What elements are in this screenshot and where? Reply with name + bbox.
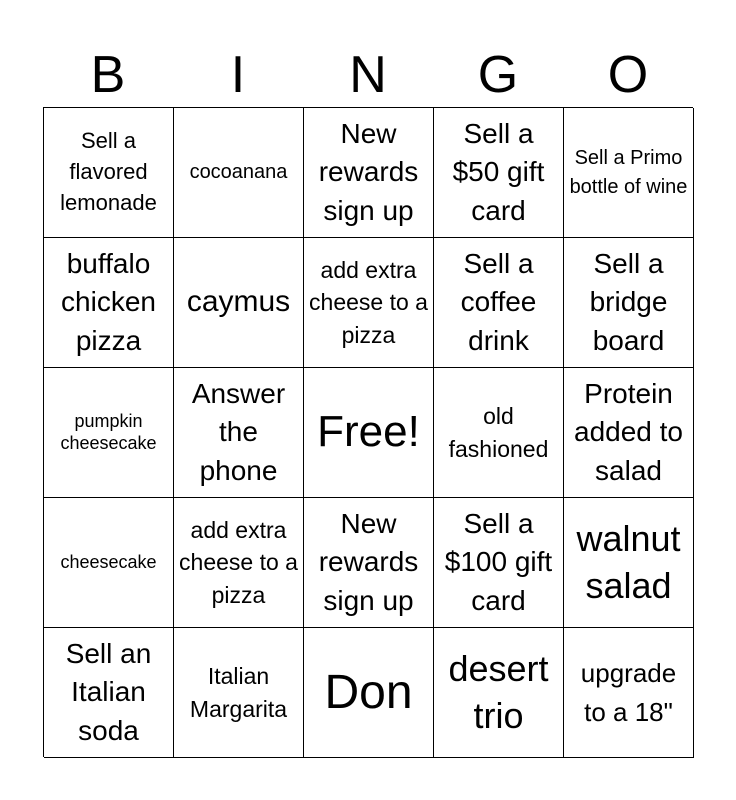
cell-text: New rewards sign up [318,117,419,226]
bingo-cell[interactable] [564,368,694,498]
bingo-cell[interactable] [304,498,434,628]
bingo-cell[interactable] [44,628,174,758]
cell-text: Italian Margarita [189,663,288,722]
bingo-cell[interactable] [174,238,304,368]
cell-text: Sell a flavored lemonade [60,128,157,215]
bingo-cell[interactable] [564,628,694,758]
cell-text: old fashioned [448,403,549,462]
header-letter-o: O [607,46,649,104]
cell-text: Answer the phone [191,377,286,486]
bingo-cell[interactable] [174,628,304,758]
bingo-cell[interactable] [304,238,434,368]
bingo-board [43,107,693,757]
free-space[interactable] [304,368,434,498]
cell-text: cheesecake [60,551,157,572]
cell-text: Sell a bridge board [589,247,668,356]
cell-text: Don [324,665,413,719]
header-letter-b: B [90,46,126,104]
cell-text: Protein added to salad [574,377,683,486]
cell-text: desert trio [448,647,549,736]
bingo-cell[interactable] [174,368,304,498]
header-letter-i: I [230,46,246,104]
bingo-cell[interactable] [434,628,564,758]
cell-text: pumpkin cheesecake [60,410,157,453]
bingo-cell[interactable] [564,108,694,238]
bingo-cell[interactable] [434,108,564,238]
cell-text: add extra cheese to a pizza [309,257,428,348]
header-letter-n: N [349,46,387,104]
bingo-cell[interactable] [44,368,174,498]
bingo-cell[interactable] [174,108,304,238]
free-space-text: Free! [317,407,420,457]
bingo-cell[interactable] [44,238,174,368]
bingo-cell[interactable] [564,238,694,368]
cell-text: Sell a $100 gift card [444,507,553,616]
cell-text: upgrade to a 18" [580,658,677,727]
bingo-cell[interactable] [434,498,564,628]
cell-text: buffalo chicken pizza [61,247,156,356]
cell-text: Sell a coffee drink [460,247,537,356]
cell-text: cocoanana [189,161,288,183]
bingo-cell[interactable] [564,498,694,628]
bingo-cell[interactable] [174,498,304,628]
cell-text: Sell an Italian soda [65,637,152,746]
header-letter-g: G [477,46,519,104]
cell-text: Sell a Primo bottle of wine [569,146,688,198]
cell-text: New rewards sign up [318,507,419,616]
cell-text: Sell a $50 gift card [452,117,545,226]
bingo-cell[interactable] [304,108,434,238]
bingo-cell[interactable] [304,628,434,758]
bingo-header [43,44,693,106]
cell-text: caymus [186,285,291,319]
bingo-cell[interactable] [44,108,174,238]
bingo-cell[interactable] [434,238,564,368]
cell-text: add extra cheese to a pizza [179,517,298,608]
cell-text: walnut salad [576,517,681,606]
bingo-cell[interactable] [44,498,174,628]
bingo-cell[interactable] [434,368,564,498]
